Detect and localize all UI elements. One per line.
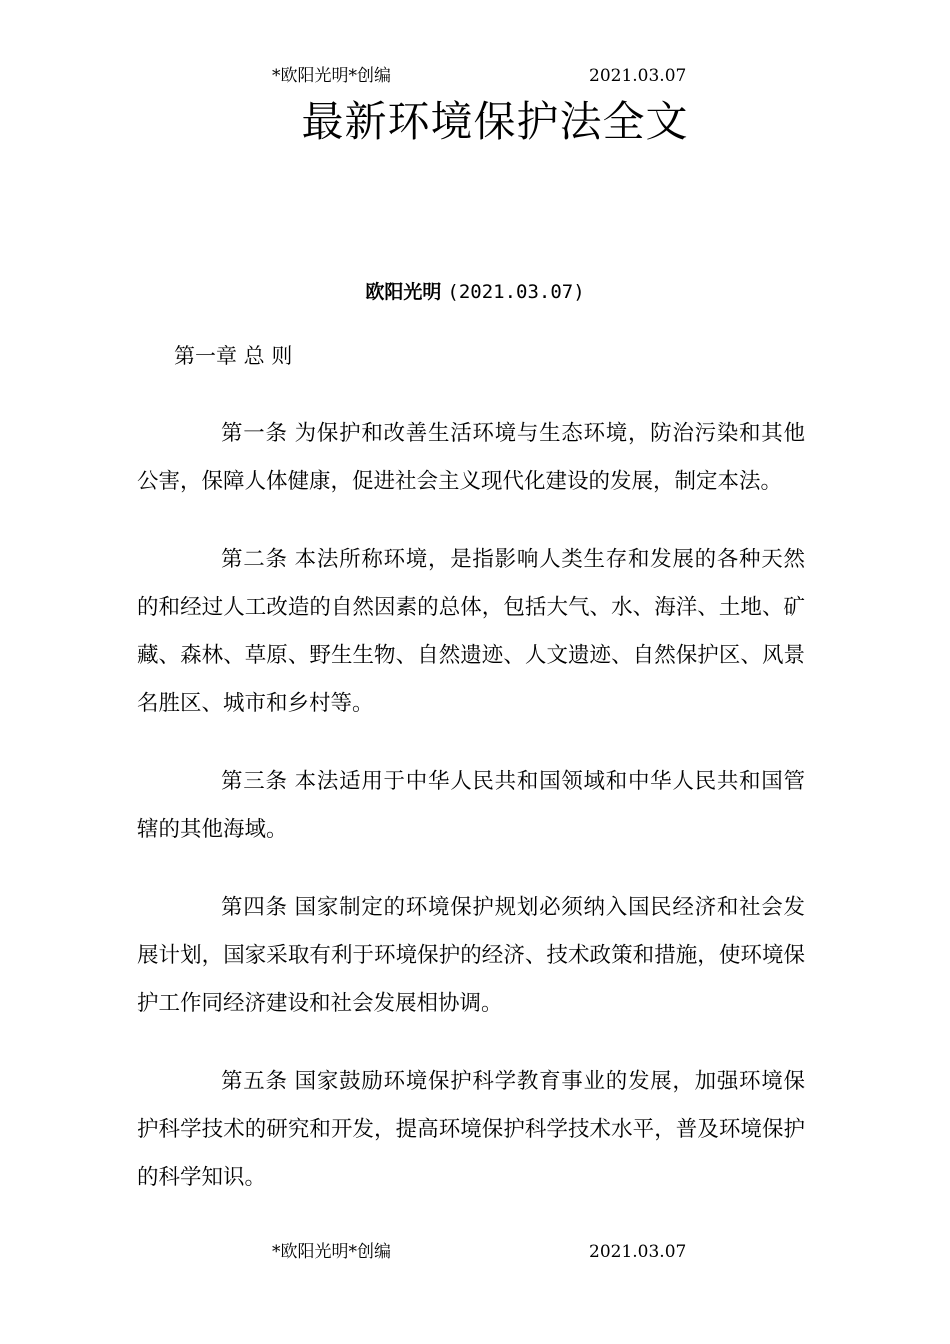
byline-author: 欧阳光明 [365,281,442,303]
header-author: *欧阳光明*创编 [272,66,391,86]
article-1 [137,410,805,506]
article-3 [137,758,805,854]
byline-date: (2021.03.07) [447,281,585,303]
article-number: 第一条 [221,421,288,446]
page-footer [0,1240,950,1264]
header-date: 2021.03.07 [589,66,687,86]
article-text: 国家鼓励环境保护科学教育事业的发展，加强环境保护科学技术的研究和开发，提高环境保护科学技术水平，普及环境保护的科学知识。 [137,1069,805,1190]
article-number: 第四条 [221,895,288,920]
footer-author: *欧阳光明*创编 [272,1242,391,1262]
byline [0,278,950,306]
footer-date: 2021.03.07 [589,1242,687,1262]
page-header [0,64,950,88]
article-text: 为保护和改善生活环境与生态环境，防治污染和其他公害，保障人体健康，促进社会主义现代化建设的发展，制定本法。 [137,421,805,494]
article-4 [137,884,805,1028]
article-number: 第二条 [221,547,288,572]
article-text: 国家制定的环境保护规划必须纳入国民经济和社会发展计划，国家采取有利于环境保护的经济、技术政策和措施，使环境保护工作同经济建设和社会发展相协调。 [137,895,805,1016]
article-text: 本法所称环境，是指影响人类生存和发展的各种天然的和经过人工改造的自然因素的总体，包括大气、水、海洋、土地、矿藏、森林、草原、野生生物、自然遗迹、人文遗迹、自然保护区、风景名胜区、城市和乡村等。 [137,547,805,716]
article-list [137,410,805,1232]
article-5 [137,1058,805,1202]
article-number: 第五条 [221,1069,288,1094]
article-2 [137,536,805,728]
document-title: 最新环境保护法全文 [301,97,689,146]
article-number: 第三条 [221,769,288,794]
chapter-heading: 第一章 总 则 [174,344,293,368]
article-text: 本法适用于中华人民共和国领域和中华人民共和国管辖的其他海域。 [137,769,805,842]
